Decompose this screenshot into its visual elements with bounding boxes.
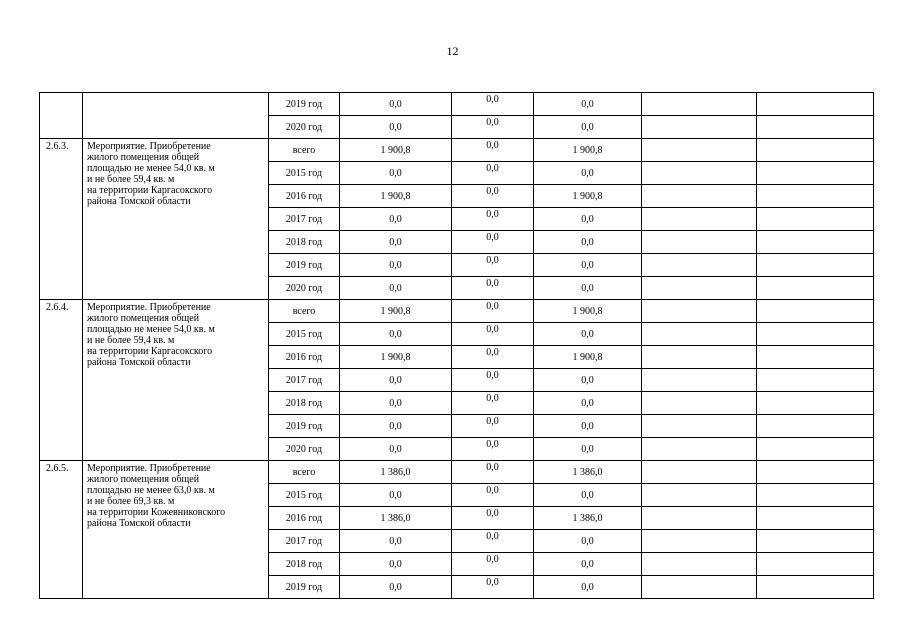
empty-cell (757, 484, 874, 507)
empty-cell (642, 208, 757, 231)
regional-amount-cell: 0,0 (534, 553, 642, 576)
activity-description-line: Мероприятие. Приобретение (87, 141, 211, 152)
activity-description-line: жилого помещения общей (87, 152, 200, 163)
activity-description-line: площадью не менее 63,0 кв. м (87, 485, 215, 496)
federal-amount-cell: 0,0 (452, 507, 534, 530)
federal-amount-cell: 0,0 (452, 93, 534, 116)
total-amount-cell: 1 900,8 (340, 185, 452, 208)
total-amount-cell: 0,0 (340, 231, 452, 254)
empty-cell (642, 277, 757, 300)
total-amount-cell: 0,0 (340, 323, 452, 346)
activity-description-line: на территории Каргасокского (87, 185, 213, 196)
total-amount-cell: 0,0 (340, 277, 452, 300)
activity-description-cell (83, 93, 269, 139)
regional-amount-cell: 0,0 (534, 254, 642, 277)
activity-number-cell: 2.6.3. (40, 139, 83, 300)
regional-amount-cell: 0,0 (534, 369, 642, 392)
empty-cell (642, 139, 757, 162)
table-body (40, 93, 874, 599)
empty-cell (642, 415, 757, 438)
table-row (40, 139, 874, 162)
activity-description-line: площадью не менее 54,0 кв. м (87, 324, 215, 335)
empty-cell (757, 185, 874, 208)
federal-amount-cell: 0,0 (452, 254, 534, 277)
activity-description-line: района Томской области (87, 196, 191, 207)
regional-amount-cell: 0,0 (534, 116, 642, 139)
empty-cell (757, 392, 874, 415)
year-cell: 2019 год (269, 254, 340, 277)
empty-cell (642, 369, 757, 392)
activity-number-cell: 2.6.5. (40, 461, 83, 599)
year-cell: всего (269, 139, 340, 162)
federal-amount-cell: 0,0 (452, 208, 534, 231)
activity-description-line: Мероприятие. Приобретение (87, 302, 211, 313)
federal-amount-cell: 0,0 (452, 139, 534, 162)
federal-amount-cell: 0,0 (452, 576, 534, 599)
empty-cell (757, 461, 874, 484)
year-cell: 2019 год (269, 415, 340, 438)
empty-cell (642, 116, 757, 139)
activity-number-cell: 2.6.4. (40, 300, 83, 461)
regional-amount-cell: 0,0 (534, 415, 642, 438)
total-amount-cell: 0,0 (340, 392, 452, 415)
empty-cell (642, 553, 757, 576)
activity-description-cell (83, 139, 269, 300)
year-cell: 2016 год (269, 346, 340, 369)
activity-description-line: площадью не менее 54,0 кв. м (87, 163, 215, 174)
year-cell: 2018 год (269, 553, 340, 576)
empty-cell (757, 300, 874, 323)
regional-amount-cell: 0,0 (534, 438, 642, 461)
regional-amount-cell: 0,0 (534, 208, 642, 231)
total-amount-cell: 1 900,8 (340, 346, 452, 369)
regional-amount-cell: 0,0 (534, 162, 642, 185)
total-amount-cell: 0,0 (340, 530, 452, 553)
regional-amount-cell: 0,0 (534, 323, 642, 346)
federal-amount-cell: 0,0 (452, 369, 534, 392)
total-amount-cell: 0,0 (340, 484, 452, 507)
empty-cell (642, 576, 757, 599)
empty-cell (757, 553, 874, 576)
activity-description-line: района Томской области (87, 357, 191, 368)
activity-description-line: жилого помещения общей (87, 313, 200, 324)
table-row (40, 461, 874, 484)
federal-amount-cell: 0,0 (452, 461, 534, 484)
activity-description-line: и не более 59,4 кв. м (87, 335, 175, 346)
total-amount-cell: 0,0 (340, 93, 452, 116)
table-row (40, 93, 874, 116)
year-cell: 2017 год (269, 208, 340, 231)
regional-amount-cell: 0,0 (534, 277, 642, 300)
year-cell: 2019 год (269, 576, 340, 599)
regional-amount-cell: 1 386,0 (534, 507, 642, 530)
empty-cell (757, 231, 874, 254)
year-cell: 2018 год (269, 231, 340, 254)
total-amount-cell: 1 900,8 (340, 139, 452, 162)
federal-amount-cell: 0,0 (452, 530, 534, 553)
empty-cell (642, 162, 757, 185)
page-number: 12 (446, 44, 459, 58)
regional-amount-cell: 0,0 (534, 392, 642, 415)
federal-amount-cell: 0,0 (452, 116, 534, 139)
activity-description-line: на территории Кожевниковского (87, 507, 226, 518)
total-amount-cell: 0,0 (340, 116, 452, 139)
federal-amount-cell: 0,0 (452, 553, 534, 576)
empty-cell (757, 438, 874, 461)
regional-amount-cell: 0,0 (534, 231, 642, 254)
empty-cell (642, 530, 757, 553)
year-cell: всего (269, 461, 340, 484)
empty-cell (642, 461, 757, 484)
year-cell: 2020 год (269, 438, 340, 461)
empty-cell (757, 254, 874, 277)
empty-cell (757, 576, 874, 599)
empty-cell (642, 323, 757, 346)
regional-amount-cell: 0,0 (534, 93, 642, 116)
regional-amount-cell: 0,0 (534, 576, 642, 599)
total-amount-cell: 1 386,0 (340, 461, 452, 484)
year-cell: 2017 год (269, 530, 340, 553)
empty-cell (757, 208, 874, 231)
federal-amount-cell: 0,0 (452, 392, 534, 415)
empty-cell (642, 507, 757, 530)
federal-amount-cell: 0,0 (452, 231, 534, 254)
year-cell: 2015 год (269, 323, 340, 346)
activity-description-line: и не более 69,3 кв. м (87, 496, 175, 507)
total-amount-cell: 0,0 (340, 553, 452, 576)
federal-amount-cell: 0,0 (452, 185, 534, 208)
year-cell: всего (269, 300, 340, 323)
year-cell: 2016 год (269, 185, 340, 208)
year-cell: 2019 год (269, 93, 340, 116)
empty-cell (642, 185, 757, 208)
empty-cell (642, 392, 757, 415)
activity-description-cell (83, 461, 269, 599)
empty-cell (757, 346, 874, 369)
year-cell: 2020 год (269, 277, 340, 300)
empty-cell (757, 507, 874, 530)
regional-amount-cell: 1 900,8 (534, 300, 642, 323)
empty-cell (642, 231, 757, 254)
empty-cell (757, 93, 874, 116)
empty-cell (642, 93, 757, 116)
empty-cell (757, 415, 874, 438)
year-cell: 2017 год (269, 369, 340, 392)
empty-cell (757, 139, 874, 162)
activity-description-line: района Томской области (87, 518, 191, 529)
federal-amount-cell: 0,0 (452, 323, 534, 346)
federal-amount-cell: 0,0 (452, 346, 534, 369)
year-cell: 2016 год (269, 507, 340, 530)
year-cell: 2020 год (269, 116, 340, 139)
activity-description-line: жилого помещения общей (87, 474, 200, 485)
budget-table (39, 92, 874, 599)
federal-amount-cell: 0,0 (452, 300, 534, 323)
empty-cell (642, 438, 757, 461)
empty-cell (757, 277, 874, 300)
total-amount-cell: 0,0 (340, 576, 452, 599)
empty-cell (642, 254, 757, 277)
total-amount-cell: 0,0 (340, 162, 452, 185)
activity-description-line: и не более 59,4 кв. м (87, 174, 175, 185)
federal-amount-cell: 0,0 (452, 415, 534, 438)
federal-amount-cell: 0,0 (452, 162, 534, 185)
total-amount-cell: 0,0 (340, 369, 452, 392)
federal-amount-cell: 0,0 (452, 484, 534, 507)
empty-cell (642, 484, 757, 507)
total-amount-cell: 1 900,8 (340, 300, 452, 323)
table-row (40, 300, 874, 323)
year-cell: 2015 год (269, 484, 340, 507)
empty-cell (642, 346, 757, 369)
total-amount-cell: 1 386,0 (340, 507, 452, 530)
empty-cell (757, 369, 874, 392)
empty-cell (757, 116, 874, 139)
federal-amount-cell: 0,0 (452, 438, 534, 461)
federal-amount-cell: 0,0 (452, 277, 534, 300)
total-amount-cell: 0,0 (340, 438, 452, 461)
empty-cell (757, 162, 874, 185)
empty-cell (757, 323, 874, 346)
activity-number-cell (40, 93, 83, 139)
activity-description-line: Мероприятие. Приобретение (87, 463, 211, 474)
regional-amount-cell: 1 900,8 (534, 185, 642, 208)
activity-description-line: на территории Каргасокского (87, 346, 213, 357)
total-amount-cell: 0,0 (340, 208, 452, 231)
regional-amount-cell: 0,0 (534, 530, 642, 553)
total-amount-cell: 0,0 (340, 254, 452, 277)
regional-amount-cell: 0,0 (534, 484, 642, 507)
total-amount-cell: 0,0 (340, 415, 452, 438)
regional-amount-cell: 1 900,8 (534, 139, 642, 162)
empty-cell (757, 530, 874, 553)
regional-amount-cell: 1 900,8 (534, 346, 642, 369)
regional-amount-cell: 1 386,0 (534, 461, 642, 484)
year-cell: 2018 год (269, 392, 340, 415)
activity-description-cell (83, 300, 269, 461)
year-cell: 2015 год (269, 162, 340, 185)
empty-cell (642, 300, 757, 323)
